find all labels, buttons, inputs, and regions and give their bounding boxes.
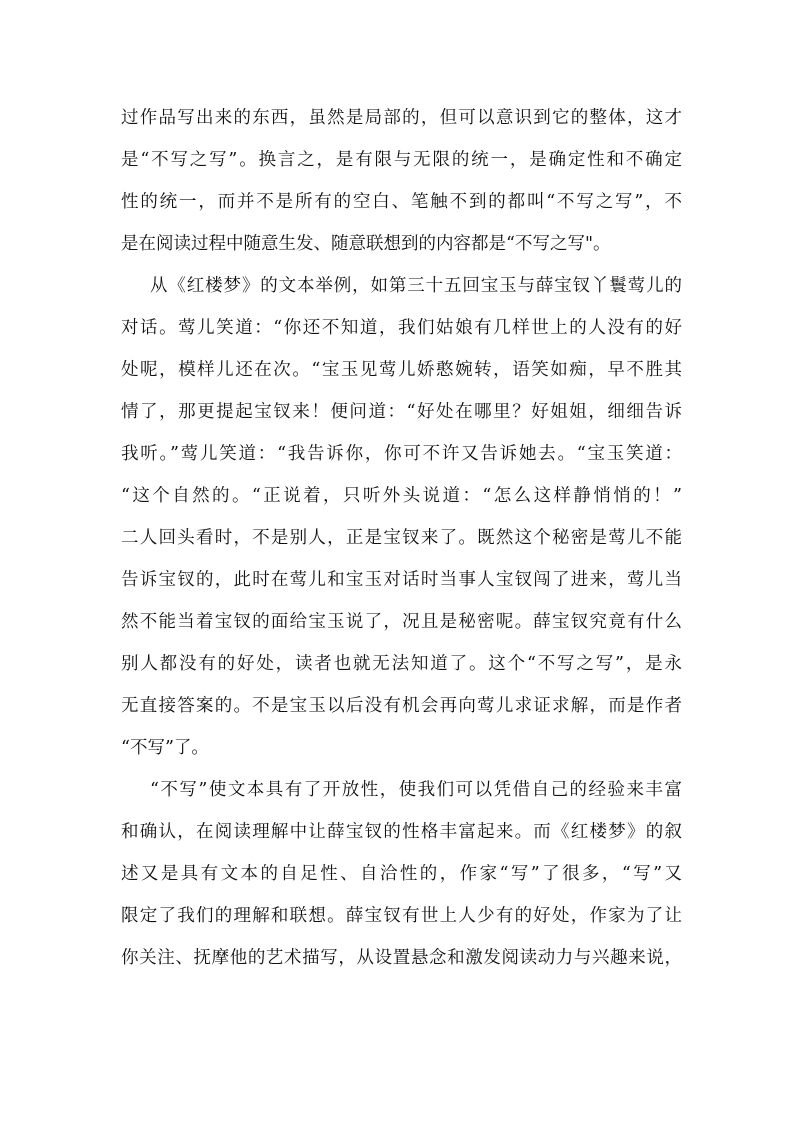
text-line: “这个自然的。“正说着，只听外头说道：“怎么这样静悄悄的！” [121, 486, 682, 506]
text-line: “不写”使文本具有了开放性，使我们可以凭借自己的经验来丰富 [150, 780, 682, 800]
text-line: 告诉宝钗的，此时在莺儿和宝玉对话时当事人宝钗闯了进来，莺儿当 [121, 570, 682, 590]
text-line: 述又是具有文本的自足性、自洽性的，作家“写”了很多，“写”又 [121, 864, 682, 884]
text-line: 过作品写出来的东西，虽然是局部的，但可以意识到它的整体，这才 [121, 108, 682, 128]
text-line: 我听。”莺儿笑道：“我告诉你，你可不许又告诉她去。“宝玉笑道： [121, 444, 682, 464]
text-line: 是“不写之写”。换言之，是有限与无限的统一，是确定性和不确定 [121, 150, 682, 170]
text-line: 无直接答案的。不是宝玉以后没有机会再向莺儿求证求解，而是作者 [121, 696, 682, 716]
text-line: 然不能当着宝钗的面给宝玉说了，况且是秘密呢。薛宝钗究竟有什么 [121, 612, 682, 632]
text-line: 从《红楼梦》的文本举例，如第三十五回宝玉与薛宝钗丫鬟莺儿的 [150, 276, 682, 296]
text-line: 是在阅读过程中随意生发、随意联想到的内容都是“不写之写"。 [121, 234, 611, 254]
text-line: 别人都没有的好处，读者也就无法知道了。这个“不写之写”，是永 [121, 654, 682, 674]
text-line: 对话。莺儿笑道：“你还不知道，我们姑娘有几样世上的人没有的好 [121, 318, 682, 338]
text-line: 处呢，模样儿还在次。“宝玉见莺儿娇憨婉转，语笑如痴，早不胜其 [121, 360, 682, 380]
text-line: “不写”了。 [121, 738, 209, 758]
text-line: 你关注、抚摩他的艺术描写，从设置悬念和激发阅读动力与兴趣来说， [121, 948, 682, 968]
text-line: 和确认，在阅读理解中让薛宝钗的性格丰富起来。而《红楼梦》的叙 [121, 822, 682, 842]
text-line: 限定了我们的理解和联想。薛宝钗有世上人少有的好处，作家为了让 [121, 906, 682, 926]
text-line: 二人回头看时，不是别人，正是宝钗来了。既然这个秘密是莺儿不能 [121, 528, 682, 548]
text-line: 性的统一，而并不是所有的空白、笔触不到的都叫“不写之写”，不 [121, 192, 682, 212]
text-line: 情了，那更提起宝钗来！便问道：“好处在哪里？好姐姐，细细告诉 [121, 402, 682, 422]
